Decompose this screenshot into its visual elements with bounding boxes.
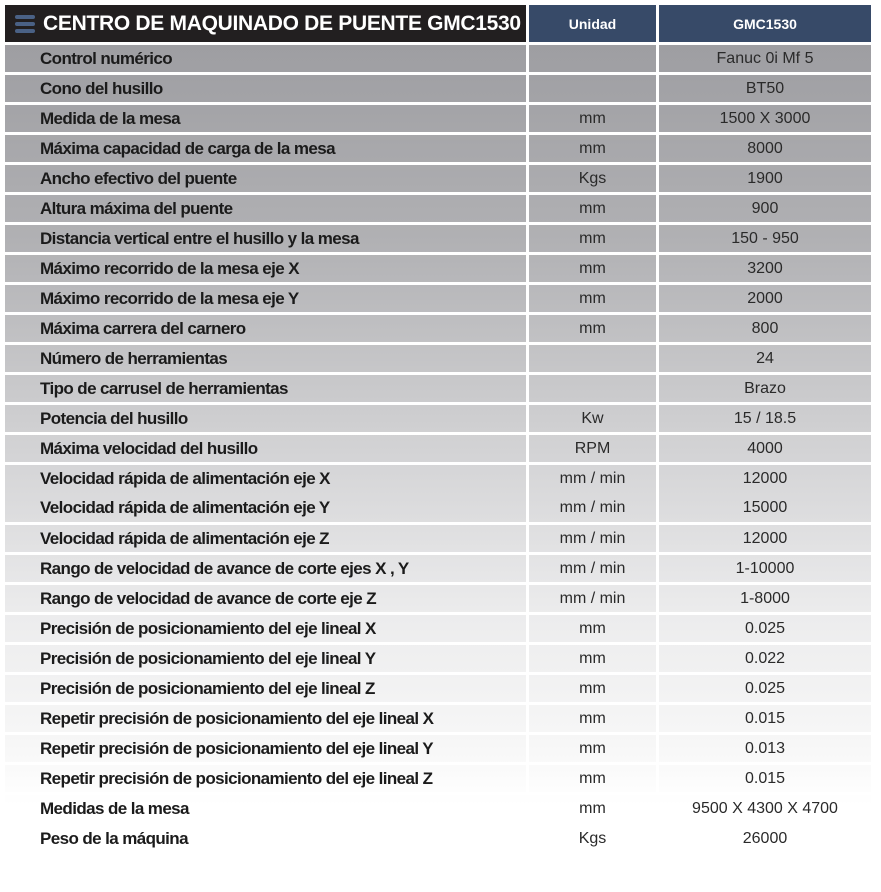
table-row [5,165,871,195]
table-row [5,615,871,645]
spec-name-cell [5,405,526,432]
spec-value: Fanuc 0i Mf 5 [716,49,814,67]
spec-name: Altura máxima del puente [40,198,233,218]
spec-value: 15 / 18.5 [733,409,797,427]
spec-unit: mm [579,289,606,307]
spec-name: Repetir precisión de posicionamiento del eje lineal X [40,708,434,728]
table-row [5,765,871,795]
spec-unit-cell [529,435,656,462]
table-row [5,585,871,615]
spec-name: Medida de la mesa [40,108,181,128]
spec-name: Máxima carrera del carnero [40,318,246,338]
column-divider [656,675,659,705]
spec-value-cell [659,435,871,462]
spec-unit: Kgs [578,169,607,187]
spec-value-cell [659,345,871,372]
column-divider [526,45,529,75]
table-row [5,675,871,705]
spec-value: 1900 [747,169,783,187]
spec-name-cell [5,45,526,72]
spec-value-cell [659,255,871,282]
column-divider [656,645,659,675]
spec-value-cell [659,315,871,342]
spec-unit: mm / min [559,470,626,488]
table-row [5,735,871,765]
row-divider [5,852,871,855]
spec-value-cell [659,525,871,552]
spec-value: 0.025 [744,619,786,637]
spec-unit-cell [529,825,656,852]
column-divider [526,375,529,405]
spec-name-cell [5,165,526,192]
column-divider [656,45,659,75]
spec-name-cell [5,645,526,672]
spec-unit-cell [529,795,656,822]
spec-name-cell [5,465,526,522]
spec-value: 1-10000 [735,559,795,577]
column-header-model: GMC1530 [659,5,871,42]
spec-unit-cell [529,615,656,642]
column-divider [656,375,659,405]
spec-unit: mm [579,259,606,277]
table-row [5,285,871,315]
spec-value: 24 [756,349,774,367]
spec-name-cell [5,75,526,102]
spec-unit-cell [529,675,656,702]
spec-value: 12000 [742,470,788,488]
spec-unit-cell [529,345,656,372]
column-divider [526,525,529,555]
spec-name: Precisión de posicionamiento del eje lineal Z [40,678,375,698]
spec-name: Velocidad rápida de alimentación eje Y [40,497,330,517]
spec-name-cell [5,615,526,642]
table-row [5,45,871,75]
spec-unit: mm [579,619,606,637]
column-divider [526,615,529,645]
spec-name-cell [5,795,526,822]
column-divider [656,135,659,165]
spec-unit: Kw [581,409,604,427]
column-divider [656,285,659,315]
spec-value-cell [659,735,871,762]
spec-value-cell [659,405,871,432]
spec-value-cell [659,465,871,522]
spec-value-cell [659,375,871,402]
spec-value: 12000 [742,529,788,547]
spec-name-cell [5,225,526,252]
spec-unit: mm [579,799,606,817]
table-row [5,105,871,135]
menu-icon [15,15,35,33]
spec-name-cell [5,735,526,762]
spec-unit-cell [529,75,656,102]
table-row [5,315,871,345]
table-row [5,705,871,735]
spec-name: Peso de la máquina [40,828,188,848]
spec-value: 0.013 [744,739,786,757]
spec-unit-cell [529,135,656,162]
column-divider [526,315,529,345]
spec-value: 800 [751,319,779,337]
table-row [5,225,871,255]
spec-value: 0.025 [744,679,786,697]
spec-unit: mm / min [559,559,626,577]
spec-name: Precisión de posicionamiento del eje lineal Y [40,648,376,668]
table-row [5,645,871,675]
table-row [5,555,871,585]
table-row [5,465,871,525]
column-divider [656,765,659,795]
spec-unit: RPM [574,439,611,457]
spec-value-cell [659,615,871,642]
spec-unit: mm [579,199,606,217]
spec-value: 150 - 950 [731,229,799,247]
column-divider [526,285,529,315]
spec-name: Tipo de carrusel de herramientas [40,378,288,398]
spec-name-cell [5,135,526,162]
column-header-unit: Unidad [529,5,656,42]
spec-value: BT50 [745,79,785,97]
spec-value-cell [659,645,871,672]
column-divider [526,555,529,585]
spec-name-cell [5,825,526,852]
column-divider [526,435,529,465]
column-divider [526,735,529,765]
spec-value: 0.022 [744,649,786,667]
spec-value: 9500 X 4300 X 4700 [692,799,838,817]
spec-name: Precisión de posicionamiento del eje lineal X [40,618,376,638]
spec-name: Máxima capacidad de carga de la mesa [40,138,335,158]
column-divider [656,555,659,585]
column-divider [656,615,659,645]
spec-value-cell [659,105,871,132]
spec-unit: mm [579,229,606,247]
column-divider [526,195,529,225]
spec-value: Brazo [744,379,786,397]
spec-unit-cell [529,195,656,222]
table-row [5,345,871,375]
spec-unit: mm / min [559,529,626,547]
column-divider [526,165,529,195]
column-divider [526,105,529,135]
spec-value-cell [659,825,871,852]
spec-value: 3200 [747,259,783,277]
column-divider [656,105,659,135]
spec-value-cell [659,75,871,102]
spec-value: 0.015 [744,709,786,727]
spec-name-cell [5,555,526,582]
spec-name: Ancho efectivo del puente [40,168,237,188]
spec-name-cell [5,285,526,312]
column-divider [656,825,659,855]
column-divider [526,225,529,255]
spec-value-cell [659,585,871,612]
spec-name-cell [5,105,526,132]
spec-value-cell [659,555,871,582]
column-divider [656,405,659,435]
column-divider [656,195,659,225]
spec-unit-cell [529,225,656,252]
column-divider [656,75,659,105]
spec-value: 1-8000 [740,589,790,607]
spec-unit-cell [529,45,656,72]
table-row [5,795,871,825]
spec-unit-cell [529,285,656,312]
column-divider [526,345,529,375]
spec-name-cell [5,345,526,372]
spec-name: Control numérico [40,48,173,68]
spec-value-cell [659,165,871,192]
column-divider [656,225,659,255]
spec-name: Potencia del husillo [40,408,188,428]
spec-name-cell [5,675,526,702]
column-divider [656,705,659,735]
column-divider [526,255,529,285]
spec-name: Repetir precisión de posicionamiento del eje lineal Y [40,738,434,758]
column-divider [656,165,659,195]
spec-unit-cell [529,405,656,432]
table-row [5,195,871,225]
spec-name: Rango de velocidad de avance de corte eje Z [40,588,377,608]
spec-value: 26000 [742,829,788,847]
spec-name: Máximo recorrido de la mesa eje Y [40,288,299,308]
spec-unit-cell [529,255,656,282]
column-divider [656,345,659,375]
spec-name-cell [5,375,526,402]
spec-name: Repetir precisión de posicionamiento del eje lineal Z [40,768,433,788]
spec-name: Velocidad rápida de alimentación eje Z [40,528,329,548]
spec-unit: mm [579,709,606,727]
table-title-cell [5,5,526,42]
column-divider [526,585,529,615]
column-divider [526,465,529,525]
column-divider [526,705,529,735]
spec-unit: Kgs [578,829,607,847]
table-title: CENTRO DE MAQUINADO DE PUENTE GMC1530 [43,11,521,35]
spec-name: Máxima velocidad del husillo [40,438,258,458]
spec-unit-cell [529,375,656,402]
table-row [5,525,871,555]
column-divider [526,645,529,675]
spec-name: Máximo recorrido de la mesa eje X [40,258,299,278]
spec-table-body [5,45,871,855]
spec-unit: mm [579,139,606,157]
spec-value-cell [659,795,871,822]
table-row [5,825,871,855]
column-divider [526,75,529,105]
spec-value-cell [659,135,871,162]
table-row [5,405,871,435]
column-divider [526,765,529,795]
spec-name-cell [5,435,526,462]
table-row [5,255,871,285]
spec-name-cell [5,255,526,282]
spec-value: 8000 [747,139,783,157]
spec-name-cell [5,585,526,612]
table-row [5,135,871,165]
spec-value-cell [659,285,871,312]
spec-value: 4000 [747,439,783,457]
spec-value: 0.015 [744,769,786,787]
spec-unit-cell [529,105,656,132]
column-divider [656,585,659,615]
column-divider [526,135,529,165]
spec-unit-cell [529,525,656,552]
spec-name: Medidas de la mesa [40,798,189,818]
spec-unit-cell [529,705,656,732]
spec-value: 900 [751,199,779,217]
spec-value-cell [659,675,871,702]
spec-value: 15000 [742,498,788,516]
spec-unit: mm [579,109,606,127]
spec-unit-cell [529,735,656,762]
spec-value-cell [659,45,871,72]
spec-name: Cono del husillo [40,78,163,98]
column-divider [656,465,659,525]
spec-unit-cell [529,465,656,522]
column-divider [526,675,529,705]
spec-name-cell [5,525,526,552]
spec-unit-cell [529,765,656,792]
column-divider [526,405,529,435]
table-row [5,435,871,465]
spec-unit-cell [529,165,656,192]
spec-name: Velocidad rápida de alimentación eje X [40,469,330,489]
spec-unit: mm [579,319,606,337]
spec-unit-cell [529,585,656,612]
spec-unit: mm / min [559,589,626,607]
column-divider [656,795,659,825]
column-divider [656,525,659,555]
column-divider [656,735,659,765]
spec-name-cell [5,765,526,792]
column-divider [526,795,529,825]
spec-unit: mm [579,679,606,697]
spec-value-cell [659,225,871,252]
table-header [5,5,871,42]
column-divider [656,435,659,465]
spec-value-cell [659,195,871,222]
spec-unit-cell [529,315,656,342]
spec-name-cell [5,195,526,222]
column-divider [656,255,659,285]
spec-name-cell [5,315,526,342]
spec-unit-cell [529,645,656,672]
spec-unit: mm [579,739,606,757]
table-row [5,375,871,405]
column-divider [526,825,529,855]
column-divider [656,315,659,345]
spec-value: 1500 X 3000 [719,109,811,127]
spec-name: Número de herramientas [40,348,228,368]
spec-unit: mm [579,769,606,787]
spec-name-cell [5,705,526,732]
spec-name: Distancia vertical entre el husillo y la mesa [40,228,359,248]
spec-unit-cell [529,555,656,582]
table-row [5,75,871,105]
spec-unit: mm [579,649,606,667]
spec-value-cell [659,705,871,732]
spec-name: Rango de velocidad de avance de corte ejes X , Y [40,558,409,578]
spec-unit: mm / min [559,498,626,516]
spec-value-cell [659,765,871,792]
spec-value: 2000 [747,289,783,307]
